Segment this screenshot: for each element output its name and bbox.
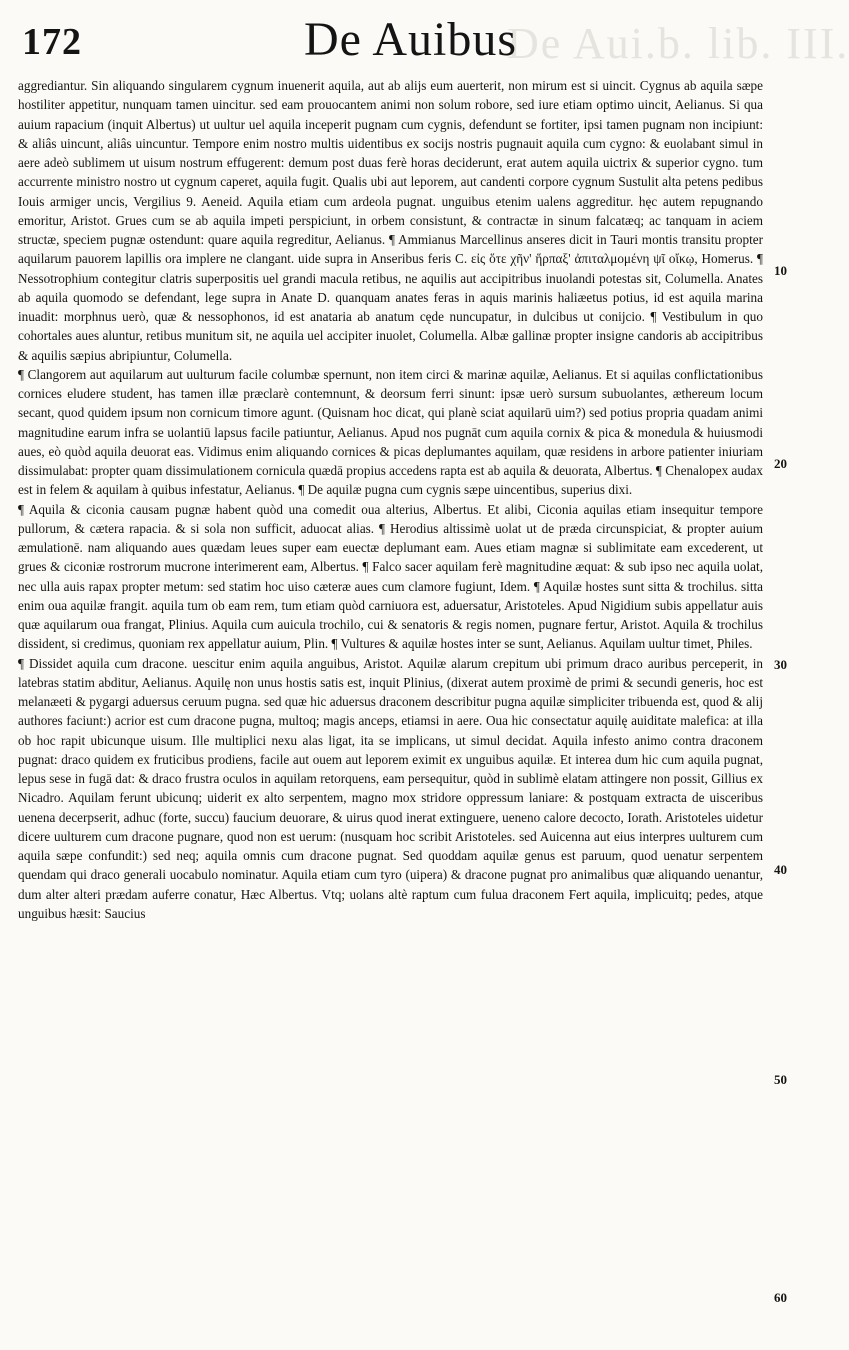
margin-line-number: 20 <box>774 456 787 471</box>
paragraph: ¶ Aquila & ciconia causam pugnæ habent quòd una comedit oua alterius, Albertus. Et alibi, Ciconia aquilas etiam insequitur tempore pullorum, & cætera rapacia. & si sola non sufficit, aduocat alias. ¶ Herodius altissimè uolat ut de præda circunspiciat, & propter auium æmulationē. nam aliquando aues quædam leues super eam euectæ deplumant eam. Aues etiam magnæ si sublimitate eam excederent, ut grues & ciconiæ rostrorum mucrone interimerent eam, Albertus. ¶ Falco sacer aquilam ferè magnitudine æquat: & sub ipso nec aquila uolat, nec ulla auis rapax propter metum: sed statim hoc uiso cæteræ aues cum clamore fugiunt, Idem. ¶ Aquilæ hostes sunt sitta & trochilus. sitta enim oua aquilæ frangit. aquila tum ob eam rem, tum etiam quòd carniuora est, aduersatur, Aristoteles. Apud Nigidium subis appellatur auis quæ aquilarum oua frangat, Plinius. Aquila cum auicula trochilo, cui & senatoris & regis nomen, pugnare fertur, Aristot. Aquila & trochilus dissident, si credimus, quoniam rex appellatur auium, Plin. ¶ Vultures & aquilæ hostes inter se sunt, Aelianus. Aquilam uultur timet, Philes. <box>18 501 763 652</box>
margin-line-number: 30 <box>774 657 787 672</box>
paragraph: ¶ Dissidet aquila cum dracone. uescitur enim aquila anguibus, Aristot. Aquilæ alarum crepitum ubi primum draco auribus perceperit, in latebras statim abditur, Aelianus. Aquilę non unus hostis satis est, inquit Plinius, (dixerat autem proximè de primi & secundi generis, hoc est melanæeti & pygargi aduersus ceruum pugna. sed quæ hic aduersus draconem describitur pugna aquilæ simpliciter tribuenda est, quod & alij authores faciunt:) acrior est cum dracone pugna, multoq; magis anceps, etiamsi in aere. Oua hic consectatur aquilę auiditate malefica: at illa ob hoc rapit ubicunque uisum. Ille multiplici nexu alas ligat, ita se implicans, ut simul decidat. Aquila infesto animo contra draconem pugnat: draco quidem ex fruticibus prodiens, facile aut ouem aut leporem eximit ex unguibus aquilæ. Et interea dum hic cum aquila pugnat, lepus sese in fugā dat: & draco frustra oculos in aquilam retorquens, eam persequitur, quòd in sublimè elatam attingere non possit, Gillius ex Nicadro. Aquilam ferunt ubicunq; uiderit ex alto serpentem, magno mox stridore oppressum laniare: & postquam extracta de uisceribus uenena decerpserit, adhuc (forte, succu) faucium deuorare, & uirus quod inerat extinguere, ueneno calore decocto, Iorath. Aristoteles uidetur dicere uulturem cum dracone pugnare, quod non est uerum: (nusquam hoc scribit Aristoteles. sed Auicenna aut eius interpres uulturem cum aquila sæpe confundit:) sed neq; aquila omnis cum dracone pugnat. Sed quoddam aquilæ genus est paruum, quod uenatur serpentem quendam qui draco generali uocabulo nominatur. Aquila etiam cum tyro (uipera) & dracone pugnat pro animalibus quæ aliquando uenantur, dum alter alteri prædam auferre conatur, Hæc Albertus. Vtq; uolans altè raptum cum fulua draconem Fert aquila, implicuitq; pedes, atque unguibus hæsit: Saucius <box>18 655 763 921</box>
page-header <box>22 12 762 74</box>
margin-line-number: 60 <box>774 1290 787 1305</box>
paragraph: ¶ Clangorem aut aquilarum aut uulturum facile columbæ spernunt, non item circi & marinæ aquilæ, Aelianus. Et si aquilas conflictationibus cornices eludere student, has tamen illæ præclarè contemnunt, & deorsum ferri sinunt: ipsæ uerò sursum subuolantes, æthereum locum secant, quod quidem ipsum non cornicum timore agunt. (Quisnam hoc dicat, qui planè sciat aquilarū uim?) sed potius propria quadam animi magnitudine earum infra se uolantiū lapsus facile patiuntur, Aelianus. Apud nos pugnāt cum aquila cornix & pica & monedula & huiusmodi aues, eò quòd aquila deuorat eas. Vidimus enim aliquando cornices & picas deplumantes aquilam, quæ residens in arbore patienter iniuriam dissimulabat: propter quam dissimulationem cornicula quædā propius accedens rapta est ab aquila & deuorata, Albertus. ¶ Chenalopex audax est in felem & aquilam à quibus infestatur, Aelianus. ¶ De aquilæ pugna cum cygnis sæpe uincentibus, superius dixi. <box>18 366 763 498</box>
margin-line-number: 40 <box>774 862 787 877</box>
paragraph: aggrediantur. Sin aliquando singularem cygnum inuenerit aquila, aut ab alijs eum auerterit, non mirum est si uincit. Cygnus ab aquila sæpe hostiliter appetitur, nunquam tamen uincitur. sed eam prouocantem animi non solum robore, sed iure etiam optimo uincit, Aelianus. Si qua auium rapacium (inquit Albertus) ut uultur uel aquila inceperit pugnam cum cygnis, defendunt se fortiter, ipsi tamen pugnam non incipiunt: & aliâs uincunt, aliâs uincuntur. Tempore enim nostro multis uidentibus ex socijs nostris pugnauit aquila cum cygno: & euolabant simul in aere adeò sublimem ut uisum nostrum effugerent: demum post duas ferè horas deciderunt, erat autem aquila uictrix & superior cygno. tum accurrente ministro nostro ut cygnum caperet, aquila fugit. Qualis ubi aut leporem, aut candenti corpore cygnum Sustulit alta petens pedibus Iouis armiger uncis, Vergilius 9. Aeneid. Aquila etiam cum ardeola pugnat. unguibus etenim ualens aggreditur. hęc autem repugnando emoritur, Aristot. Grues cum se ab aquila impeti perspiciunt, in orbem consistunt, & contractæ in sinum falcatæq; ac tanquam in aciem structæ, speciem pugnæ ostendunt: quare aquila regreditur, Aelianus. ¶ Ammianus Marcellinus anseres dicit in Tauri montis transitu propter aquilarum pauorem lapillis ora implere ne clangant. uide supra in Anseribus feris C. εἰς ὅτε χῆν' ἥρπαξ' ἀπιταλμομένη ψῖ οἴκῳ, Homerus. ¶ Nessotrophium contegitur clatris superpositis uel grandi macula retibus, ne aquilis aut accipitribus inuolandi potestas sit, Columella. Anates ab aquila quomodo se defendant, lege supra in Anate D. quanquam anates feras in aquis marinis haliæetus potius, id est aquila marina inuadit: morphnus uerò, quæ & nessophonos, id est anataria ab anatum cęde nuncupatur, in dulcibus ut conijcio. ¶ Vestibulum in quo cohortales aues aluntur, retibus munitum sit, ne aquila uel accipiter inuolet, Columella. Albæ gallinæ propter insigne candoris ab accipitribus & aquilis sæpius abripiuntur, Columella. <box>18 78 763 363</box>
page-body <box>18 76 763 1342</box>
running-title: De Auibus <box>304 13 517 66</box>
bleed-through-text: De Aui.b. lib. III. <box>507 19 849 68</box>
page-number: 172 <box>22 21 82 63</box>
margin-line-number: 50 <box>774 1072 787 1087</box>
margin-line-number: 10 <box>774 263 787 278</box>
